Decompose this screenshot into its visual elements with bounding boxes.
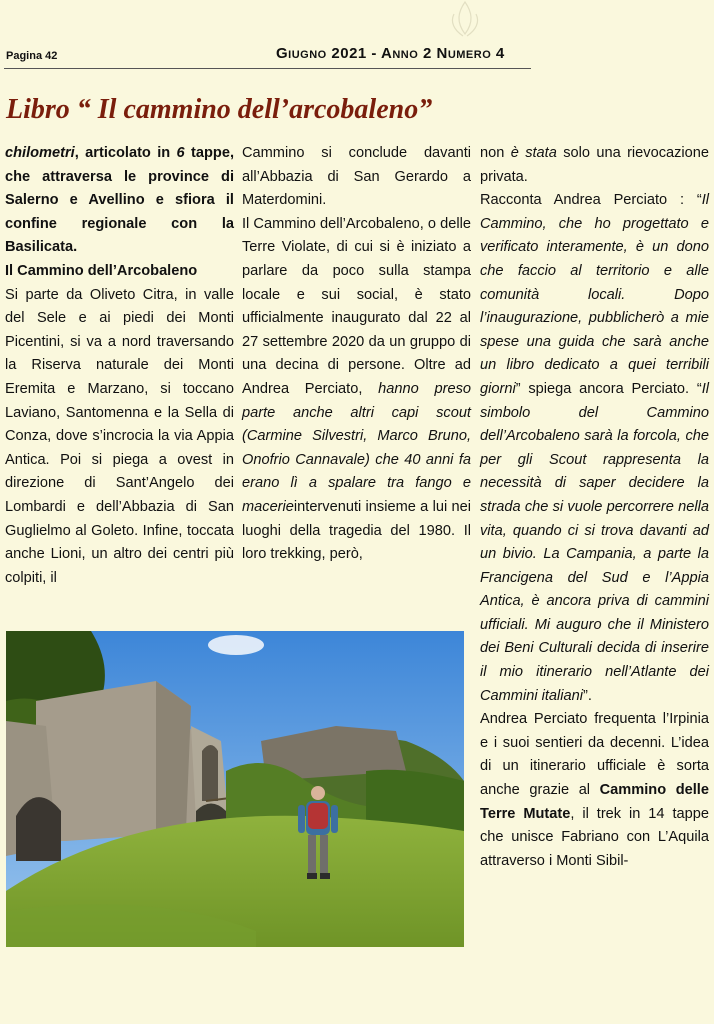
trail-photo	[6, 631, 464, 947]
quote-text: Il simbolo del Cammino dell’Arcobaleno sarà la forcola, che per gli Scout rappresenta la necessità di saper decidere la strada che si vuole percorrere nella vita, quando ci si trova davanti ad un bivio. La Campania, a parte la Francigena del Sud e l’Appia Antica, è ancora priva di cammini ufficiali. Mi auguro che il Ministero dei Beni Culturali decida di inserire il mio itinerario nell’Atlante dei Cammini italiani	[480, 380, 709, 704]
body-paragraph	[242, 213, 471, 567]
body-paragraph	[480, 142, 709, 189]
intro-text: 6	[176, 145, 185, 161]
body-text: Andrea Perciato frequenta l’Irpinia e i suoi sentieri da decenni. L’idea di un itinerario ufficiale è sorta anche grazie al	[480, 711, 709, 799]
intro-text: , articolato in	[74, 145, 177, 161]
issue-info: Giugno 2021 - Anno 2 Numero 4	[276, 45, 505, 62]
body-text-italic: hanno preso parte anche altri capi scout (Carmine Silvestri, Marco Bruno, Onofrio Cannavale) che 40 anni fa erano lì a spalare tra fango e macerie	[242, 380, 471, 515]
body-paragraph	[480, 708, 709, 873]
body-text-bold: Cammino delle Terre Mutate	[480, 782, 709, 822]
quote-text: Il Cammino, che ho progettato e verificato interamente, è un dono che faccio al territorio e alle comunità locali. Dopo l’inaugurazione, pubblicherò a mie spese una guida che sarà anche un libro dedicato a quei terribili giorni	[480, 192, 709, 397]
text-column-3	[480, 142, 709, 873]
text-column-1	[5, 142, 234, 590]
article-title: Libro “ Il cammino dell’arcobaleno”	[6, 94, 433, 125]
body-text: Il Cammino dell’Arcobaleno, o delle Terre Violate, di cui si è iniziato a parlare da poco sulla stampa locale e sui social, è stato ufficialmente inaugurato dal 22 al 27 settembre 2020 da un gruppo di una decina di persone. Oltre ad Andrea Perciato,	[242, 215, 471, 397]
header-divider	[4, 68, 531, 69]
body-text: ”.	[583, 687, 592, 704]
intro-paragraph	[5, 142, 234, 260]
body-text: solo una rievocazione privata.	[480, 145, 709, 185]
body-paragraph: Si parte da Oliveto Citra, in valle del Sele e ai piedi dei Monti Picentini, si va a nord traversando la Riserva naturale dei Monti Eremita e Marzano, si toccano Laviano, Santomenna e la Sella di Conza, dove s’incrocia la via Appia Antica. Poi si piega a ovest in direzione di Sant’Angelo dei Lombardi e dell’Abbazia di San Guglielmo al Goleto. Infine, toccata anche Lioni, un altro dei centri più colpiti, il	[5, 286, 234, 586]
intro-text: tappe, che attraversa le province di Salerno e Avellino e sfiora il confine regionale con la Basilicata.	[5, 145, 235, 256]
section-heading: Il Cammino dell’Arcobaleno	[5, 262, 198, 279]
body-paragraph: Cammino si conclude davanti all’Abbazia di San Gerardo a Materdomini.	[242, 145, 471, 209]
body-text: , il trek in 14 tappe che unisce Fabriano con L’Aquila attraverso i Monti Sibil-	[480, 805, 709, 869]
body-text: intervenuti insieme a lui nei luoghi della tragedia del 1980. Il loro trekking, però,	[242, 498, 471, 563]
flame-watermark-icon	[440, 0, 490, 40]
body-text-italic: è stata	[510, 145, 557, 161]
body-text: non	[480, 145, 511, 161]
text-column-2	[242, 142, 471, 567]
quote-paragraph	[480, 189, 709, 708]
body-text: ” spiega ancora Perciato. “	[515, 380, 702, 397]
intro-text: chilometri	[5, 145, 75, 161]
body-text: Racconta Andrea Perciato : “	[480, 192, 702, 209]
page-number: Pagina 42	[6, 50, 58, 62]
